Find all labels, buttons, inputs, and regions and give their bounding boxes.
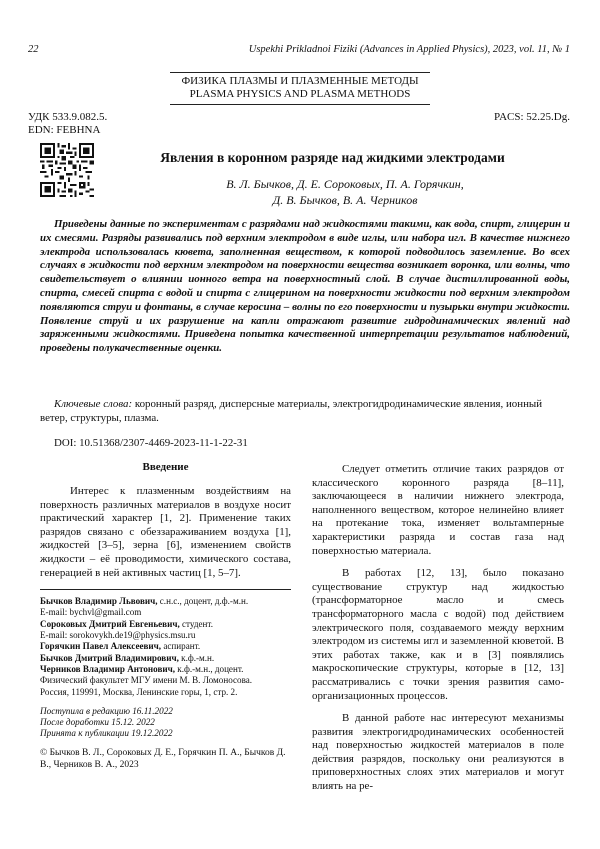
body-paragraph: В работах [12, 13], было показано существование структур над жидкостью (трансформаторное масло и смесь трансформаторного масла с водой) под действием электрического поля, создаваемого между верхним электродом из системы игл и заземленной кюветой. В этих работах также, как и в [3] появлялись макроскопические структуры, которые в [12, 13] рассматривались с точки зрения развития само-организационных процессов. — [312, 567, 564, 702]
header-rule-bottom — [170, 104, 430, 105]
authors-line-2: Д. В. Бычков, В. А. Черников — [272, 193, 418, 207]
keywords-label: Ключевые слова: — [54, 398, 133, 410]
date-accepted: Принята к публикации 19.12.2022 — [40, 728, 173, 739]
affiliation-line: Физический факультет МГУ имени М. В. Ломоносова. — [40, 675, 253, 686]
page-number: 22 — [28, 44, 39, 55]
affiliation-line: Горячкин Павел Алексеевич, аспирант. — [40, 641, 201, 652]
journal-header: Uspekhi Prikladnoi Fiziki (Advances in Applied Physics), 2023, vol. 11, № 1 — [248, 44, 570, 55]
edn-code: EDN: FEBHNA — [28, 124, 101, 136]
authors-line-1: В. Л. Бычков, Д. Е. Сороковых, П. А. Горячкин, — [226, 177, 464, 191]
left-column — [40, 461, 291, 771]
keywords — [40, 398, 570, 426]
affiliation-line: Бычков Дмитрий Владимирович, к.ф.-м.н. — [40, 652, 215, 663]
affiliation-line: E-mail: bychvl@gmail.com — [40, 607, 142, 618]
qr-code-icon — [40, 143, 94, 197]
article-dates — [40, 706, 291, 740]
section-title-ru: ФИЗИКА ПЛАЗМЫ И ПЛАЗМЕННЫЕ МЕТОДЫ — [181, 75, 419, 87]
body-paragraph: В данной работе нас интересуют механизмы развития электрогидродинамических особенностей над поверхностью жидкостей материалов в поле действия разрядов, поскольку они реализуются в приповерхностных слоях этих материалов и могут влиять на ре- — [312, 712, 564, 793]
affiliation-line: Бычков Владимир Львович, с.н.с., доцент, д.ф.-м.н. — [40, 596, 249, 607]
affiliation-line: Россия, 119991, Москва, Ленинские горы, 1, стр. 2. — [40, 686, 238, 697]
pacs-code: PACS: 52.25.Dg. — [493, 111, 570, 123]
article-title: Явления в коронном разряде над жидкими электродами — [160, 150, 505, 165]
date-revised: После доработки 15.12. 2022 — [40, 717, 155, 728]
abstract: Приведены данные по экспериментам с разрядами над жидкостями такими, как вода, спирт, глицерин и их смесями. Разряды развивались под верхним электродом в виде иглы, или набора игл. В качестве нижнего электрода использовалась кювета, заполненная веществом, к которой подводилось заземление. Во всех случаях в жидкости под верхним электродом на поверхности вещества возникает воронка, или волны, что свидетельствует о влиянии ионного ветра на поверхностный слой. В случае дистиллированной воды, спирта, смесей спирта с водой и спирта с глицерином на поверхности жидкости под верхним электродом появляются струи и фонтаны, в случае керосина – волны по его поверхности и пузырьки внутри жидкости. Появление струй и их разрушение на капли отражают развитие гидродинамических явлений над заряженными жидкостями. Приведена попытка качественной интерпретации результатов наблюдений, проведены полукачественные оценки. — [40, 218, 570, 355]
copyright: © Бычков В. Л., Сороковых Д. Е., Горячкин П. А., Бычков Д. В., Черников В. А., 2023 — [40, 747, 286, 770]
footnote-rule — [40, 589, 291, 590]
author-affiliations — [40, 596, 291, 698]
keywords-text: коронный разряд, дисперсные материалы, электрогидродинамические явления, ионный ветер, структуры, плазма. — [40, 398, 543, 424]
body-paragraph: Следует отметить отличие таких разрядов от классического коронного разряда [8–11], заключающееся в наличии нижнего электрода, наполненного веществом, которое нелинейно влияет на протекание тока, изменяет вольтамперные характеристики разряда и состав газа над поверхностью материала. — [312, 463, 564, 557]
author-list — [120, 176, 570, 208]
header-rule-top — [170, 72, 430, 73]
udk-code: УДК 533.9.082.5. — [28, 111, 108, 123]
intro-paragraph: Интерес к плазменным воздействиям на поверхность различных материалов в воздухе носит практический характер [1, 2]. Применение таких разрядов связано с обеззараживанием воздуха [1], жидкостей [3–5], зерна [6], изменением свойств жидкости – её проводимости, химического состава, генерацией в ней активных частиц [1, 5–7]. — [40, 485, 291, 579]
affiliation-line: E-mail: sorokovykh.de19@physics.msu.ru — [40, 630, 196, 641]
section-title-en: PLASMA PHYSICS AND PLASMA METHODS — [189, 88, 411, 100]
right-column — [312, 463, 564, 803]
section-title — [0, 75, 600, 101]
affiliation-line: Сороковых Дмитрий Евгеньевич, студент. — [40, 618, 213, 629]
date-received: Поступила в редакцию 16.11.2022 — [40, 705, 173, 716]
classification-codes — [28, 111, 107, 137]
affiliation-line: Черников Владимир Антонович, к.ф.-м.н., доцент. — [40, 663, 244, 674]
doi: DOI: 10.51368/2307-4469-2023-11-1-22-31 — [54, 437, 248, 449]
intro-heading: Введение — [142, 461, 189, 473]
